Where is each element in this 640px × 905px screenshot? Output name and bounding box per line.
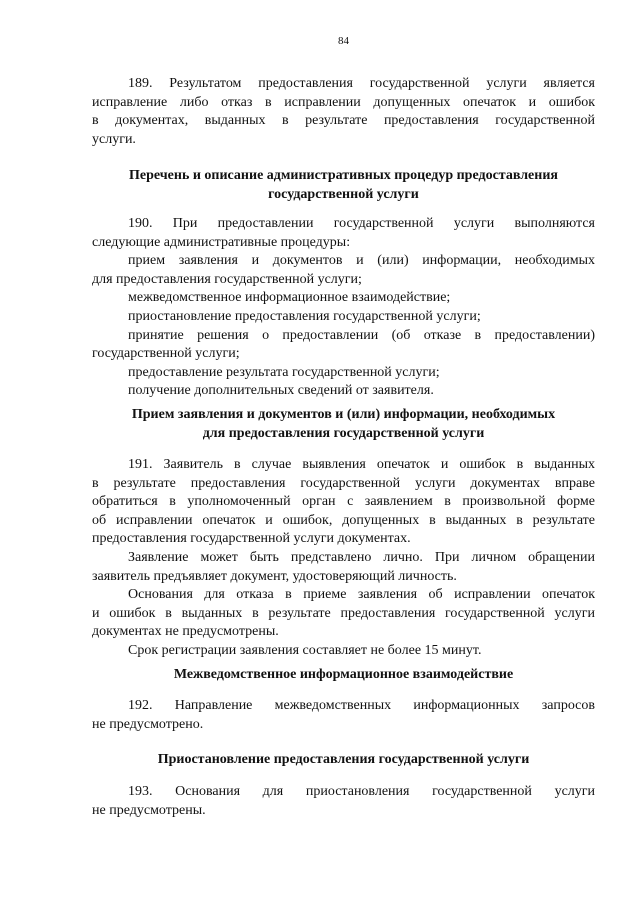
heading-line: Прием заявления и документов и (или) информации, необходимых bbox=[131, 407, 556, 422]
list-item: получение дополнительных сведений от заявителя. bbox=[128, 383, 434, 399]
paragraph-line: обратиться в уполномоченный орган с заявлением в произвольной форме bbox=[92, 494, 595, 510]
paragraph-line: предоставления государственной услуги документах. bbox=[92, 531, 411, 547]
paragraph-line: и ошибок в выданных в результате предоставления государственной услуги bbox=[92, 605, 595, 621]
list-item: межведомственное информационное взаимодействие; bbox=[128, 290, 451, 306]
list-item-line: принятие решения о предоставлении (об отказе в предоставлении) bbox=[128, 327, 595, 343]
paragraph-line: заявитель предъявляет документ, удостоверяющий личность. bbox=[92, 568, 457, 584]
paragraph-line: не предусмотрены. bbox=[92, 802, 206, 818]
section-heading-suspension bbox=[92, 751, 595, 770]
section-heading-application bbox=[92, 406, 595, 443]
heading-line: Приостановление предоставления государственной услуги bbox=[157, 752, 530, 767]
paragraph-190 bbox=[92, 215, 595, 401]
paragraph-line: 193. Основания для приостановления государственной услуги bbox=[128, 784, 595, 799]
list-item-line: для предоставления государственной услуги; bbox=[92, 271, 362, 287]
paragraph-line: не предусмотрено. bbox=[92, 716, 204, 732]
list-item-line: прием заявления и документов и (или) информации, необходимых bbox=[128, 253, 595, 269]
paragraph-line: Заявление может быть представлено лично. При личном обращении bbox=[128, 549, 595, 565]
paragraph-191 bbox=[92, 456, 595, 661]
heading-line: Межведомственное информационное взаимодействие bbox=[173, 667, 514, 682]
paragraph-line: в результате предоставления государственной услуги документах вправе bbox=[92, 475, 595, 491]
section-heading-procedures bbox=[92, 167, 595, 204]
list-item-line: государственной услуги; bbox=[92, 346, 240, 362]
paragraph-line: 190. При предоставлении государственной услуги выполняются bbox=[128, 216, 595, 231]
paragraph-line: об исправлении опечаток и ошибок, допущенных в выданных в результате bbox=[92, 512, 595, 528]
heading-line: Перечень и описание административных процедур предоставления bbox=[129, 168, 558, 183]
paragraph-line: исправление либо отказ в исправлении допущенных опечаток и ошибок bbox=[92, 94, 595, 110]
paragraph-line: следующие административные процедуры: bbox=[92, 234, 351, 250]
page-number: 84 bbox=[338, 35, 349, 47]
paragraph-line: в документах, выданных в результате предоставления государственной bbox=[92, 113, 595, 129]
heading-line: для предоставления государственной услуги bbox=[202, 425, 485, 441]
paragraph-line: 189. Результатом предоставления государственной услуги является bbox=[128, 76, 595, 91]
paragraph-193 bbox=[92, 783, 595, 820]
paragraph-189 bbox=[92, 75, 595, 149]
paragraph-line: 192. Направление межведомственных информационных запросов bbox=[128, 698, 595, 713]
list-item: предоставление результата государственной услуги; bbox=[128, 364, 440, 380]
section-heading-interagency bbox=[92, 666, 595, 685]
paragraph-line: Основания для отказа в приеме заявления об исправлении опечаток bbox=[128, 587, 595, 603]
list-item: приостановление предоставления государственной услуги; bbox=[128, 308, 481, 324]
paragraph-192 bbox=[92, 697, 595, 734]
paragraph-line: Срок регистрации заявления составляет не более 15 минут. bbox=[128, 642, 482, 658]
paragraph-line: 191. Заявитель в случае выявления опечаток и ошибок в выданных bbox=[128, 457, 595, 472]
paragraph-line: услуги. bbox=[92, 131, 136, 147]
paragraph-line: документах не предусмотрены. bbox=[92, 624, 279, 640]
heading-line: государственной услуги bbox=[268, 186, 419, 202]
